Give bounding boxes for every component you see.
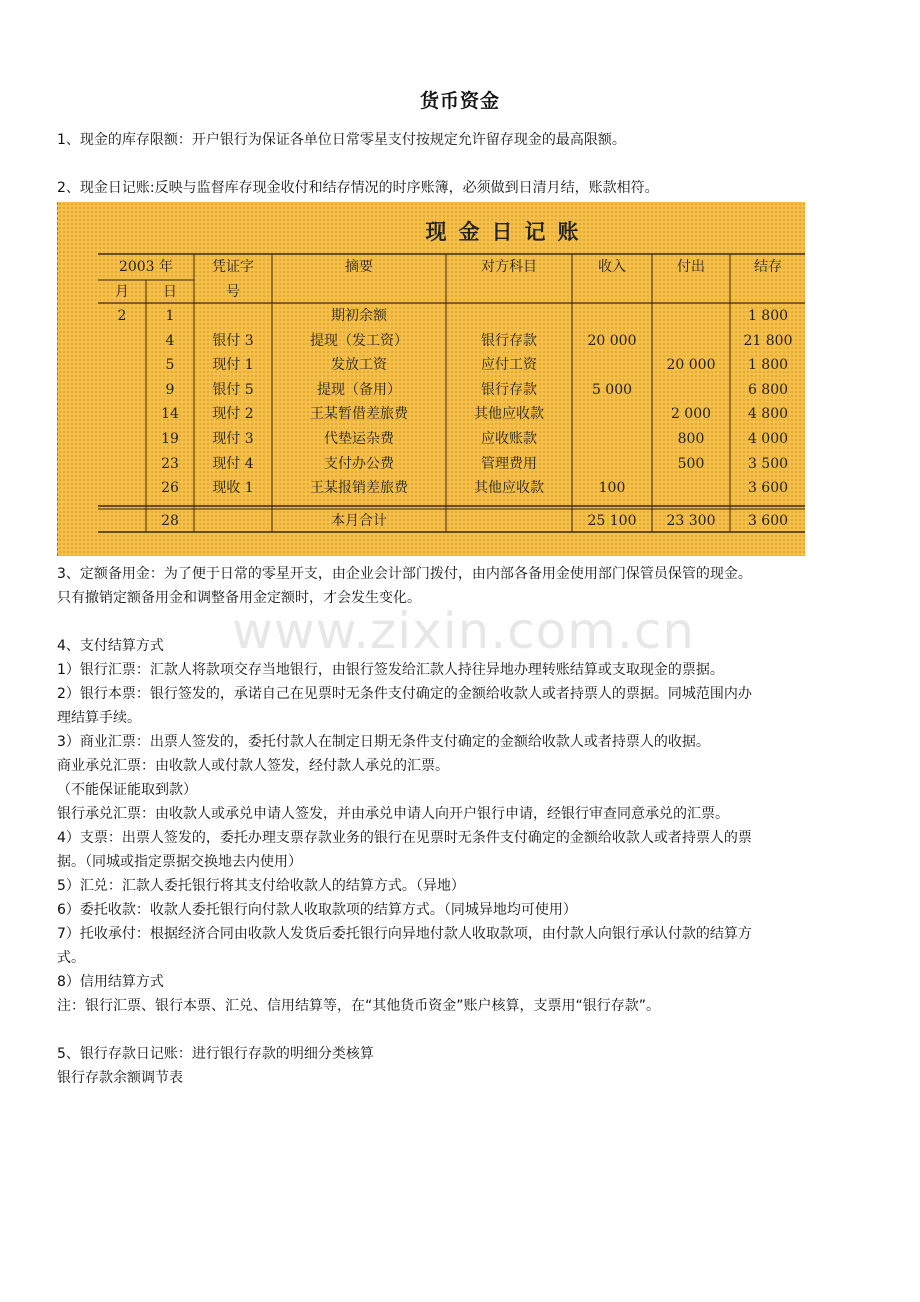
ledger-cell-day: 5 (165, 357, 175, 374)
header-voucher-number: 号 (226, 284, 240, 300)
ledger-cell-summary: 代垫运杂费 (324, 431, 394, 447)
item-trade-acceptance-note: （不能保证能取到款） (57, 782, 197, 798)
total-income: 25 100 (587, 513, 637, 529)
ledger-cell-summary: 王某暂借差旅费 (310, 406, 408, 423)
ledger-cell-voucher: 现付 1 (212, 357, 254, 374)
item-bank-acceptance: 银行承兑汇票：由收款人或承兑申请人签发，并由承兑申请人向开户银行申请，经银行审查同意承兑的汇票。 (57, 806, 729, 822)
item-check-cont: 据。（同城或指定票据交换地去内使用） (57, 854, 302, 870)
paragraph-cash-journal: 2、现金日记账:反映与监督库存现金收付和结存情况的时序账簿，必须做到日清月结，账款相符。 (57, 180, 659, 196)
ledger-grid (58, 202, 805, 556)
ledger-cell-income: 100 (598, 480, 626, 497)
document-title: 货币资金 (419, 90, 500, 112)
ledger-cell-voucher: 银付 3 (212, 332, 254, 349)
ledger-cell-balance: 4 000 (747, 431, 789, 447)
ledger-cell-balance: 3 500 (747, 455, 789, 472)
ledger-cell-income: 5 000 (591, 381, 633, 398)
header-month: 月 (115, 284, 129, 300)
item-check: 4）支票：出票人签发的，委托办理支票存款业务的银行在见票时无条件支付确定的金额给收款人或者持票人的票 (57, 830, 752, 846)
ledger-title: 现金日记账 (425, 219, 591, 244)
ledger-cell-balance: 1 800 (747, 308, 789, 324)
ledger-cell-summary: 提现（发工资） (310, 332, 408, 349)
header-expense: 付出 (677, 259, 705, 275)
ledger-cell-voucher: 现付 3 (212, 431, 254, 447)
item-collection: 6）委托收款：收款人委托银行向付款人收取款项的结算方式。（同城异地均可使用） (57, 902, 577, 918)
ledger-cell-summary: 发放工资 (331, 357, 387, 374)
item-bank-draft: 1）银行汇票：汇款人将款项交存当地银行，由银行签发给汇款人持往异地办理转账结算或支取现金的票据。 (57, 662, 724, 678)
header-account: 对方科目 (481, 259, 537, 275)
ledger-cell-account: 管理费用 (481, 455, 537, 472)
ledger-cell-day: 4 (165, 332, 175, 349)
ledger-cell-day: 1 (165, 308, 175, 324)
header-day: 日 (163, 284, 177, 300)
item-cashier-check-cont: 理结算手续。 (57, 710, 141, 726)
ledger-cell-balance: 3 600 (747, 480, 789, 497)
item-remittance: 5）汇兑：汇款人委托银行将其支付给收款人的结算方式。（异地） (57, 878, 465, 894)
header-balance: 结存 (754, 259, 782, 275)
ledger-cell-voucher: 现收 1 (212, 480, 254, 497)
header-summary: 摘要 (345, 259, 373, 275)
item-trade-acceptance: 商业承兑汇票：由收款人或付款人签发，经付款人承兑的汇票。 (57, 758, 449, 774)
section-payment-methods: 4、支付结算方式 (57, 638, 164, 654)
ledger-cell-day: 26 (161, 480, 179, 497)
ledger-cell-account: 应收账款 (481, 431, 537, 447)
item-commercial-draft: 3）商业汇票：出票人签发的，委托付款人在制定日期无条件支付确定的金额给收款人或者持票人的收据。 (57, 734, 710, 750)
paragraph-bank-journal: 5、银行存款日记账：进行银行存款的明细分类核算 (57, 1046, 374, 1062)
ledger-cell-day: 23 (161, 455, 179, 472)
ledger-cell-expense: 2 000 (670, 406, 712, 423)
paragraph-reconciliation: 银行存款余额调节表 (57, 1070, 183, 1086)
note-accounting: 注：银行汇票、银行本票、汇兑、信用结算等，在“其他货币资金”账户核算，支票用“银行存款”。 (57, 998, 661, 1014)
ledger-cell-expense: 500 (677, 455, 705, 472)
ledger-cell-summary: 支付办公费 (324, 455, 394, 472)
paragraph-petty-cash: 3、定额备用金：为了便于日常的零星开支，由企业会计部门拨付，由内部各备用金使用部门保管员保管的现金。 (57, 566, 752, 582)
item-collection-acceptance: 7）托收承付：根据经济合同由收款人发货后委托银行向异地付款人收取款项，由付款人向银行承认付款的结算方 (57, 926, 752, 942)
ledger-cell-month: 2 (117, 308, 127, 324)
ledger-cell-summary: 提现（备用） (317, 381, 401, 398)
ledger-cell-balance: 21 800 (743, 332, 793, 349)
item-collection-acceptance-cont: 式。 (57, 950, 85, 966)
ledger-cell-account: 应付工资 (481, 357, 537, 374)
ledger-cell-account: 银行存款 (481, 332, 537, 349)
ledger-cell-day: 9 (165, 381, 175, 398)
ledger-cell-account: 其他应收款 (474, 480, 544, 497)
ledger-cell-voucher: 银付 5 (212, 381, 254, 398)
paragraph-cash-limit: 1、现金的库存限额：开户银行为保证各单位日常零星支付按规定允许留存现金的最高限额。 (57, 132, 626, 148)
ledger-cell-summary: 王某报销差旅费 (310, 480, 408, 497)
paragraph-petty-cash-cont: 只有撤销定额备用金和调整备用金定额时，才会发生变化。 (57, 590, 421, 606)
item-cashier-check: 2）银行本票：银行签发的，承诺自己在见票时无条件支付确定的金额给收款人或者持票人的票据。同城范围内办 (57, 686, 752, 702)
ledger-cell-account: 其他应收款 (474, 406, 544, 423)
ledger-cell-summary: 期初余额 (331, 308, 387, 324)
ledger-cell-day: 14 (161, 406, 179, 423)
ledger-cell-expense: 800 (677, 431, 705, 447)
item-credit-settlement: 8）信用结算方式 (57, 974, 164, 990)
total-day: 28 (161, 513, 179, 529)
total-balance: 3 600 (747, 513, 789, 529)
watermark: www.zixin.com.cn (232, 602, 696, 660)
ledger-cell-balance: 1 800 (747, 357, 789, 374)
header-year: 2003 年 (118, 259, 174, 275)
ledger-cell-account: 银行存款 (481, 381, 537, 398)
ledger-cell-voucher: 现付 4 (212, 455, 254, 472)
ledger-cell-balance: 6 800 (747, 381, 789, 398)
ledger-cell-income: 20 000 (587, 332, 637, 349)
ledger-cell-voucher: 现付 2 (212, 406, 254, 423)
header-income: 收入 (598, 259, 626, 275)
cash-journal-ledger-image (57, 202, 805, 556)
header-voucher: 凭证字 (212, 259, 254, 275)
total-expense: 23 300 (666, 513, 716, 529)
ledger-cell-expense: 20 000 (666, 357, 716, 374)
total-summary: 本月合计 (331, 513, 387, 529)
ledger-cell-balance: 4 800 (747, 406, 789, 423)
ledger-cell-day: 19 (161, 431, 179, 447)
